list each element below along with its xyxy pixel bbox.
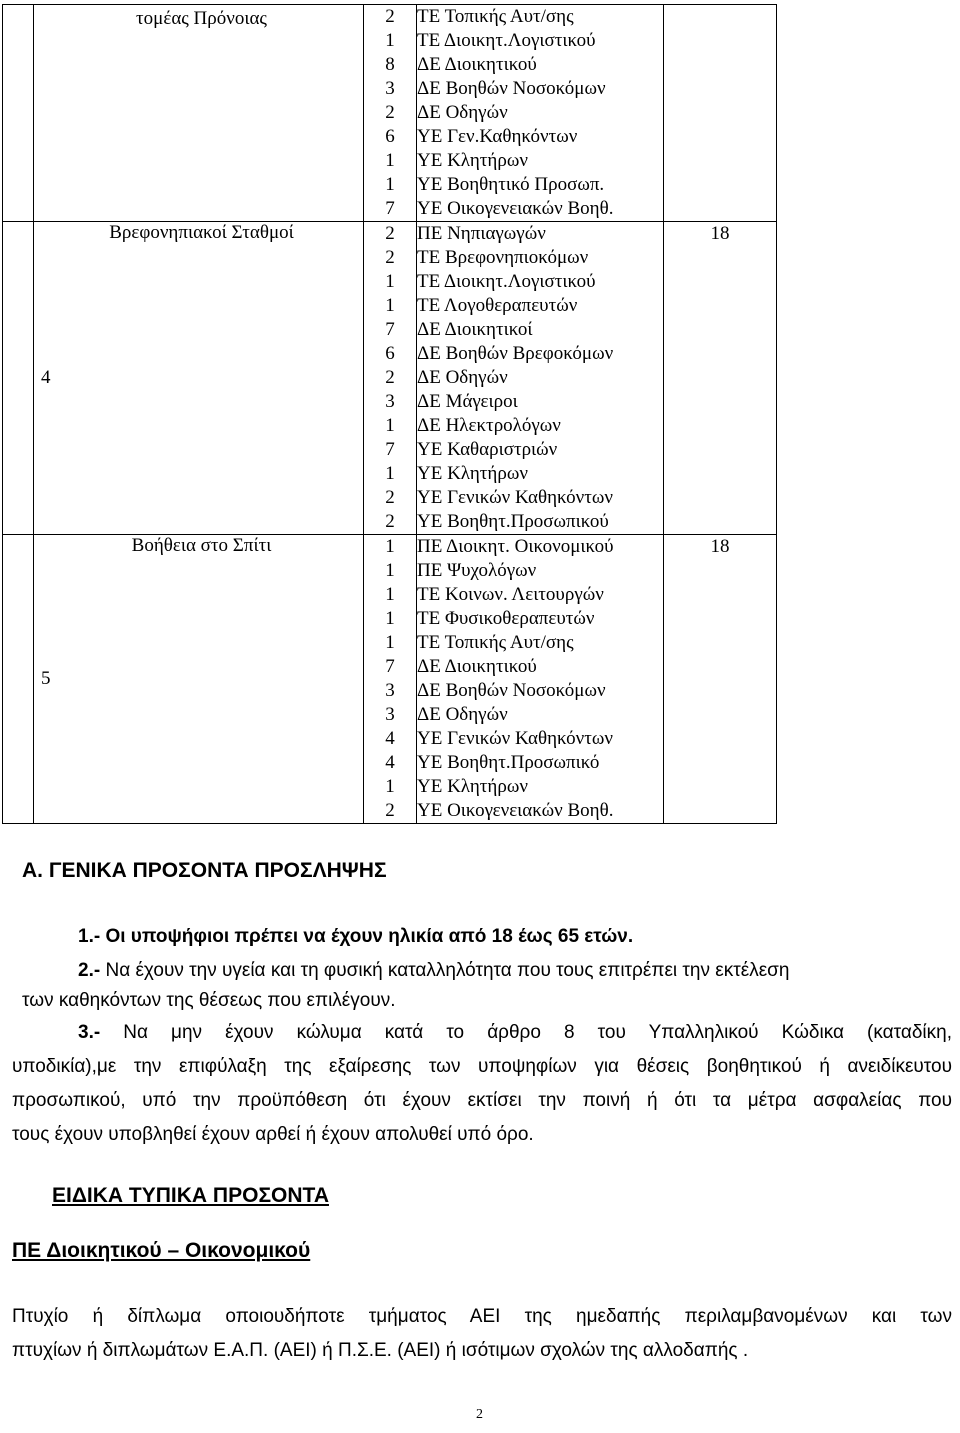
position-count: 1 xyxy=(385,584,395,605)
requirement-criminal-line4: τους έχουν υποβληθεί έχουν αρθεί ή έχουν απολυθεί υπό όρο. xyxy=(12,1124,534,1145)
position-specialty: ΥΕ Βοηθητικό Προσωπ. xyxy=(417,174,605,195)
position-specialty: ΥΕ Κλητήρων xyxy=(417,776,528,797)
position-specialty: ΔΕ Βοηθών Νοσοκόμων xyxy=(417,680,606,701)
service-name-cell xyxy=(34,535,364,824)
position-count-cell xyxy=(364,535,417,824)
position-specialty: ΥΕ Γενικών Καθηκόντων xyxy=(417,487,613,508)
position-specialty: ΥΕ Βοηθητ.Προσωπικού xyxy=(417,511,609,532)
position-count: 1 xyxy=(385,174,395,195)
position-specialty: ΔΕ Διοικητικοί xyxy=(417,319,533,340)
total-value xyxy=(664,5,776,29)
total-value: 18 xyxy=(710,223,730,244)
position-count: 2 xyxy=(385,800,395,821)
specialty-subheading: ΠΕ Διοικητικού – Οικονομικού xyxy=(12,1239,311,1262)
requirement-criminal-text: Να μην έχουν κώλυμα κατά το άρθρο 8 του Υπαλληλικού Κώδικα (καταδίκη, xyxy=(100,1022,952,1043)
position-specialty: ΔΕ Οδηγών xyxy=(417,367,508,388)
table-row xyxy=(3,535,777,824)
position-specialty: ΠΕ Διοικητ. Οικονομικού xyxy=(417,536,614,557)
position-specialty: ΥΕ Γεν.Καθηκόντων xyxy=(417,126,578,147)
position-specialty: ΔΕ Βοηθών Νοσοκόμων xyxy=(417,78,606,99)
position-count: 3 xyxy=(385,704,395,725)
general-requirements-heading: Α. ΓΕΝΙΚΑ ΠΡΟΣΟΝΤΑ ΠΡΟΣΛΗΨΗΣ xyxy=(22,859,387,882)
requirement-health-line1 xyxy=(78,960,789,982)
position-specialty: ΔΕ Οδηγών xyxy=(417,102,508,123)
table-row xyxy=(3,222,777,535)
position-count: 8 xyxy=(385,54,395,75)
service-name: τομέας Πρόνοιας xyxy=(136,8,267,29)
position-specialty: ΥΕ Οικογενειακών Βοηθ. xyxy=(417,198,614,219)
position-count: 1 xyxy=(385,463,395,484)
position-count: 3 xyxy=(385,391,395,412)
position-count: 4 xyxy=(385,752,395,773)
specialty-cell xyxy=(417,222,664,535)
row-number: 4 xyxy=(41,367,51,388)
requirement-health-number: 2.- xyxy=(78,960,101,981)
position-specialty: ΤΕ Διοικητ.Λογιστικού xyxy=(417,271,596,292)
position-specialty: ΥΕ Κλητήρων xyxy=(417,463,528,484)
total-cell xyxy=(664,5,777,222)
requirement-criminal-line1 xyxy=(12,1022,952,1044)
position-specialty: ΤΕ Φυσικοθεραπευτών xyxy=(417,608,595,629)
service-name-cell xyxy=(34,5,364,222)
position-count: 1 xyxy=(385,632,395,653)
requirement-health-line2: των καθηκόντων της θέσεως που επιλέγουν. xyxy=(22,990,396,1011)
service-name: Βρεφονηπιακοί Σταθμοί xyxy=(109,222,294,243)
position-count: 2 xyxy=(385,6,395,27)
position-specialty: ΔΕ Διοικητικού xyxy=(417,54,537,75)
special-requirements-heading: ΕΙΔΙΚΑ ΤΥΠΙΚΑ ΠΡΟΣΟΝΤΑ xyxy=(52,1184,329,1207)
position-count: 1 xyxy=(385,776,395,797)
position-specialty: ΤΕ Κοινων. Λειτουργών xyxy=(417,584,604,605)
position-count: 2 xyxy=(385,223,395,244)
position-count: 7 xyxy=(385,198,395,219)
position-count: 1 xyxy=(385,608,395,629)
position-specialty: ΤΕ Διοικητ.Λογιστικού xyxy=(417,30,596,51)
requirement-criminal-number: 3.- xyxy=(78,1022,101,1043)
position-count: 1 xyxy=(385,295,395,316)
position-count: 1 xyxy=(385,30,395,51)
service-name-cell xyxy=(34,222,364,535)
requirement-health-text: Να έχουν την υγεία και τη φυσική καταλληλότητα που τους επιτρέπει την εκτέλεση xyxy=(100,960,790,981)
position-specialty: ΔΕ Ηλεκτρολόγων xyxy=(417,415,561,436)
position-specialty: ΥΕ Καθαριστριών xyxy=(417,439,558,460)
position-count: 1 xyxy=(385,536,395,557)
position-count: 7 xyxy=(385,439,395,460)
position-specialty: ΠΕ Ψυχολόγων xyxy=(417,560,537,581)
position-specialty: ΥΕ Βοηθητ.Προσωπικό xyxy=(417,752,600,773)
total-value: 18 xyxy=(710,536,730,557)
position-specialty: ΤΕ Τοπικής Αυτ/σης xyxy=(417,6,574,27)
row-number-cell xyxy=(3,222,34,535)
row-number-cell xyxy=(3,535,34,824)
position-count: 2 xyxy=(385,247,395,268)
position-count: 2 xyxy=(385,511,395,532)
total-cell xyxy=(664,222,777,535)
positions-table xyxy=(2,4,777,824)
specialty-cell xyxy=(417,535,664,824)
position-specialty: ΥΕ Οικογενειακών Βοηθ. xyxy=(417,800,614,821)
position-count: 2 xyxy=(385,367,395,388)
specialty-requirement-line1: Πτυχίο ή δίπλωμα οποιουδήποτε τμήματος ΑΕΙ της ημεδαπής περιλαμβανομένων και των xyxy=(12,1306,952,1327)
position-count: 2 xyxy=(385,487,395,508)
position-count: 3 xyxy=(385,78,395,99)
table-row xyxy=(3,5,777,222)
position-count: 7 xyxy=(385,656,395,677)
position-specialty: ΔΕ Βοηθών Βρεφοκόμων xyxy=(417,343,614,364)
position-specialty: ΔΕ Διοικητικού xyxy=(417,656,537,677)
position-specialty: ΥΕ Κλητήρων xyxy=(417,150,528,171)
page-number: 2 xyxy=(476,1407,483,1422)
row-number: 5 xyxy=(41,668,51,689)
position-count: 7 xyxy=(385,319,395,340)
position-count: 1 xyxy=(385,150,395,171)
positions-table-body xyxy=(3,5,777,824)
position-specialty: ΔΕ Μάγειροι xyxy=(417,391,518,412)
requirement-age: 1.- Οι υποψήφιοι πρέπει να έχουν ηλικία από 18 έως 65 ετών. xyxy=(78,926,634,947)
position-specialty: ΥΕ Γενικών Καθηκόντων xyxy=(417,728,613,749)
requirement-criminal-line3: προσωπικού, υπό την προϋπόθεση ότι έχουν εκτίσει την ποινή ή ότι τα μέτρα ασφαλείας που xyxy=(12,1090,952,1111)
position-specialty: ΤΕ Τοπικής Αυτ/σης xyxy=(417,632,574,653)
position-count-cell xyxy=(364,5,417,222)
requirement-criminal-line2: υποδικία),με την επιφύλαξη της εξαίρεσης των υποψηφίων για θέσεις βοηθητικού ή ανειδίκευτου xyxy=(12,1056,952,1077)
position-count: 1 xyxy=(385,560,395,581)
position-count: 1 xyxy=(385,271,395,292)
position-specialty: ΤΕ Βρεφονηπιοκόμων xyxy=(417,247,589,268)
position-count: 3 xyxy=(385,680,395,701)
position-specialty: ΔΕ Οδηγών xyxy=(417,704,508,725)
position-specialty: ΤΕ Λογοθεραπευτών xyxy=(417,295,578,316)
position-specialty: ΠΕ Νηπιαγωγών xyxy=(417,223,546,244)
service-name: Βοήθεια στο Σπίτι xyxy=(131,535,272,556)
position-count: 6 xyxy=(385,343,395,364)
specialty-cell xyxy=(417,5,664,222)
position-count: 1 xyxy=(385,415,395,436)
total-cell xyxy=(664,535,777,824)
position-count: 6 xyxy=(385,126,395,147)
specialty-requirement-line2: πτυχίων ή διπλωμάτων Ε.Α.Π. (ΑΕΙ) ή Π.Σ.Ε. (ΑΕΙ) ή ισότιμων σχολών της αλλοδαπής . xyxy=(12,1340,749,1361)
row-number-cell xyxy=(3,5,34,222)
position-count: 2 xyxy=(385,102,395,123)
position-count: 4 xyxy=(385,728,395,749)
position-count-cell xyxy=(364,222,417,535)
